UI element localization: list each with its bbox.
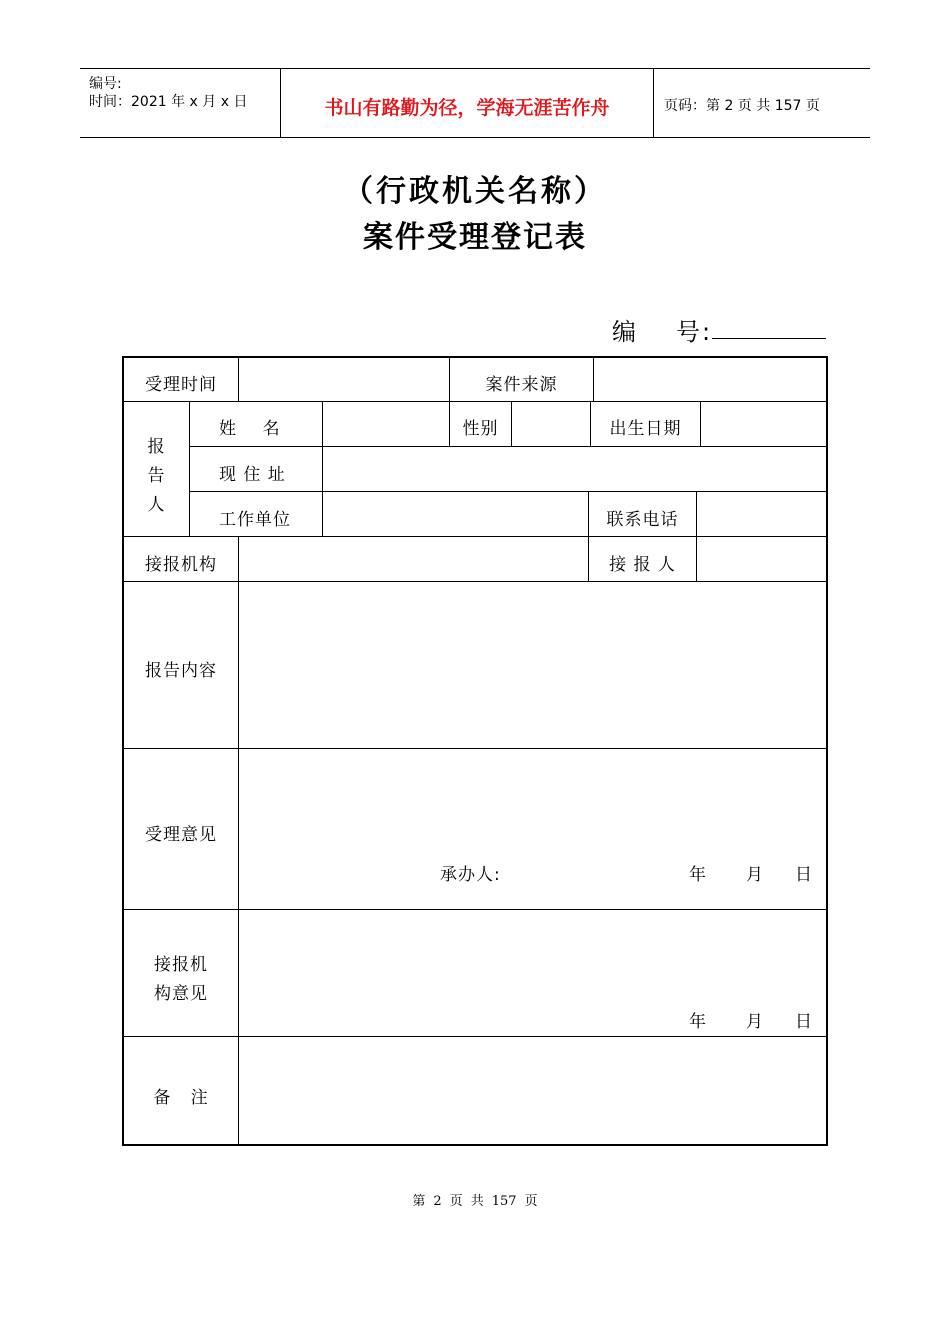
document-header xyxy=(80,68,870,138)
footer-total: 157 xyxy=(491,1194,517,1209)
receiver-label: 接 报 人 xyxy=(609,555,676,575)
org-year-label: 年 xyxy=(689,1012,707,1032)
agency-title: （行政机关名称） xyxy=(343,174,607,209)
registration-form xyxy=(122,356,828,1146)
phone-field[interactable] xyxy=(697,492,826,536)
reporter-label-2: 告 xyxy=(147,466,166,486)
accept-opinion-field[interactable] xyxy=(239,749,826,909)
name-label: 姓 名 xyxy=(219,419,281,439)
form-title: 案件受理登记表 xyxy=(363,220,587,255)
name-field[interactable] xyxy=(323,402,449,446)
remarks-field[interactable] xyxy=(239,1037,826,1144)
org-day-label: 日 xyxy=(795,1012,813,1032)
serial-label-a: 编 xyxy=(612,318,638,346)
receiver-field[interactable] xyxy=(697,537,826,581)
org-opinion-label-1: 接报机 xyxy=(154,955,208,975)
receiving-org-field[interactable] xyxy=(239,537,588,581)
footer-d: 页 xyxy=(524,1194,538,1209)
header-motto-cell xyxy=(281,69,654,137)
page-info: 页码：第 2 页 共 157 页 xyxy=(664,98,820,114)
remarks-label: 备 注 xyxy=(153,1088,209,1108)
work-unit-field[interactable] xyxy=(323,492,588,536)
header-meta-cell xyxy=(80,69,281,137)
footer-page: 2 xyxy=(433,1194,442,1209)
serial-label-b: 号: xyxy=(676,318,713,346)
serial-number-field[interactable] xyxy=(712,338,826,339)
address-label: 现 住 址 xyxy=(219,465,286,485)
motto-text: 书山有路勤为径，学海无涯苦作舟 xyxy=(324,97,610,119)
report-content-label: 报告内容 xyxy=(145,661,217,681)
address-field[interactable] xyxy=(323,447,826,491)
report-content-field[interactable] xyxy=(239,582,826,748)
serial-number-label xyxy=(612,312,712,347)
org-opinion-field[interactable] xyxy=(239,910,826,1036)
accept-opinion-label: 受理意见 xyxy=(145,825,217,845)
case-source-label: 案件来源 xyxy=(485,375,558,395)
accept-year-label: 年 xyxy=(689,865,707,885)
gender-field[interactable] xyxy=(512,402,590,446)
org-month-label: 月 xyxy=(746,1012,764,1032)
reporter-label-3: 人 xyxy=(147,495,166,515)
doc-number-label: 编号: xyxy=(89,76,122,92)
gender-label: 性别 xyxy=(462,419,499,439)
col-divider xyxy=(189,401,190,536)
accept-time-label: 受理时间 xyxy=(145,375,217,395)
work-unit-label: 工作单位 xyxy=(219,510,291,530)
reporter-label-1: 报 xyxy=(147,437,166,457)
case-source-field[interactable] xyxy=(594,358,826,401)
accept-day-label: 日 xyxy=(795,865,813,885)
phone-label: 联系电话 xyxy=(606,510,679,530)
footer-a: 第 xyxy=(412,1194,426,1209)
handler-label: 承办人: xyxy=(440,865,501,885)
accept-time-field[interactable] xyxy=(239,358,449,401)
footer-c: 共 xyxy=(470,1194,484,1209)
org-opinion-label-2: 构意见 xyxy=(154,984,208,1004)
receiving-org-label: 接报机构 xyxy=(145,555,217,575)
birth-date-field[interactable] xyxy=(701,402,826,446)
birth-date-label: 出生日期 xyxy=(609,419,682,439)
accept-month-label: 月 xyxy=(746,865,764,885)
doc-time-label: 时间：2021 年 x 月 x 日 xyxy=(89,94,248,110)
page-footer xyxy=(0,1190,950,1209)
header-page-cell xyxy=(654,69,870,137)
footer-b: 页 xyxy=(449,1194,463,1209)
